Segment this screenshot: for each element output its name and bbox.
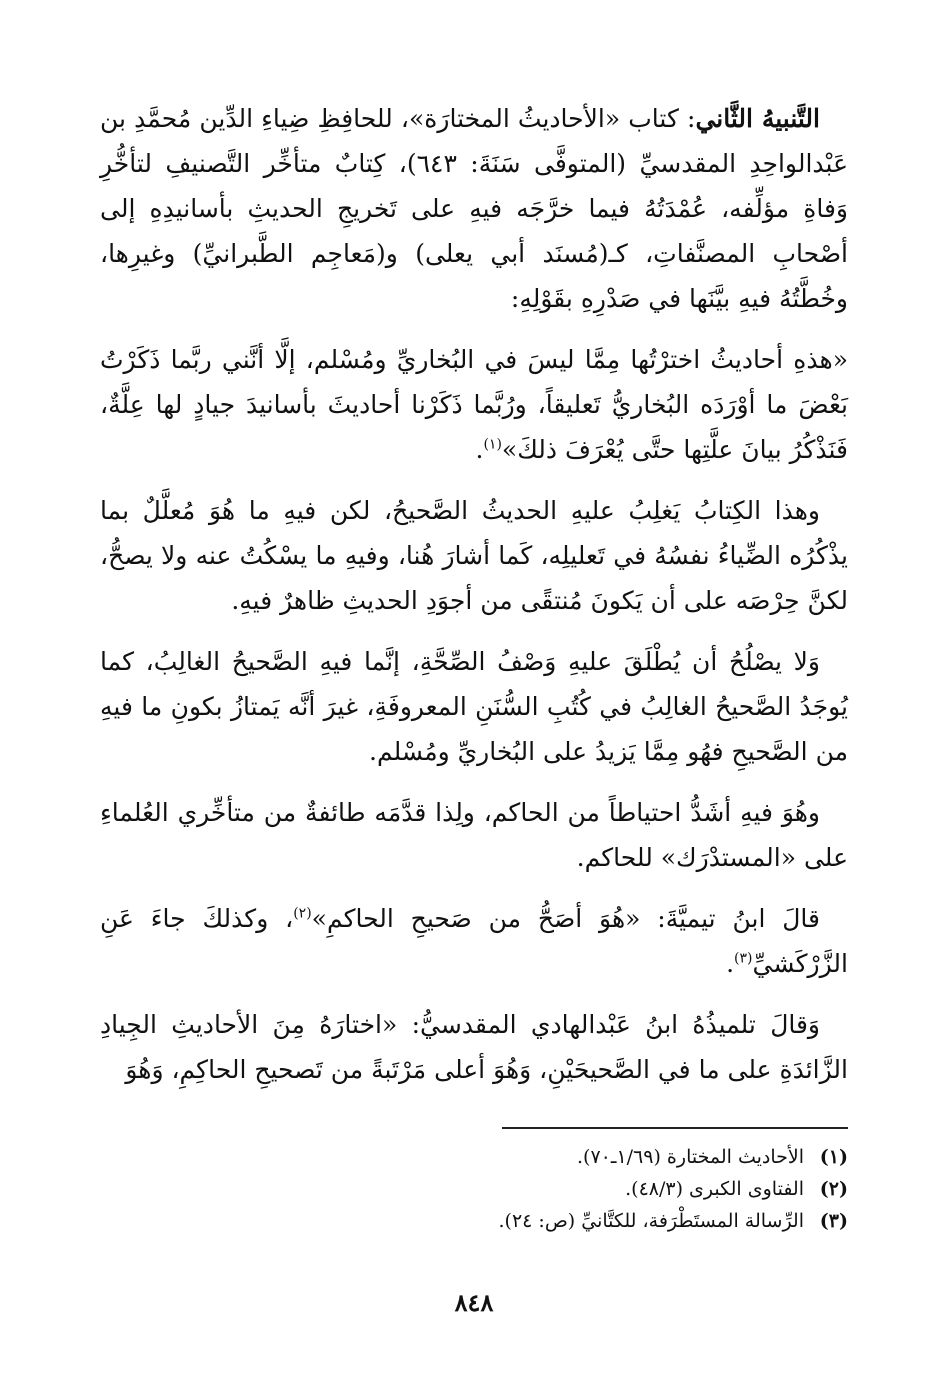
paragraph-end: . bbox=[726, 949, 735, 978]
footnote-item bbox=[100, 1141, 848, 1173]
footnote-item bbox=[100, 1205, 848, 1237]
paragraph-text: وَقالَ تلميذُهُ ابنُ عَبْدالهادي المقدسيُّ: «اختارَهُ مِنَ الأحاديثِ الجِيادِ الزَّائدَةِ على ما في الصَّحيحَيْنِ، وَهُوَ أعلى مَرْتَبةً من تَصحيحِ الحاكِمِ، وَهُوَ bbox=[100, 1010, 848, 1084]
footnote-text: الفتاوى الكبرى (٤٨/٣). bbox=[625, 1178, 804, 1200]
footnotes-list bbox=[100, 1141, 848, 1237]
paragraph-text-mid: ، وكذلكَ جاءَ عَنِ الزَّرْكَشيِّ bbox=[100, 904, 848, 978]
main-text bbox=[100, 96, 848, 1108]
paragraph-ibn-taymiyya bbox=[100, 896, 848, 986]
note-heading: التَّنبيهُ الثَّاني bbox=[695, 104, 820, 133]
paragraph-text: : كتاب «الأحاديثُ المختارَة»، للحافِظِ ضِياءِ الدِّين مُحمَّدِ بن عَبْدالواحِدِ المقدسيِّ (المتوفَّى سَنَةَ: ٦٤٣)، كِتابٌ متأخِّر التَّصنيفِ لتأخُّرِ وَفاةِ مؤلِّفه، عُمْدَتُهُ فيما خرَّجَه فيهِ على تَخريجِ الحديثِ بأسانيدِهِ إلى أصْحابِ المصنَّفاتِ، كـ(مُسنَد أبي يعلى) و(مَعاجِم الطَّبرانيِّ) وغيرِها، وخُطَّتُهُ فيهِ بيَّنَها في صَدْرِهِ بقَوْلِهِ: bbox=[100, 104, 848, 313]
paragraph-second-note bbox=[100, 96, 848, 321]
page-number: ٨٤٨ bbox=[454, 1288, 494, 1317]
paragraph-text: «هذهِ أحاديثُ اخترْتُها مِمَّا ليسَ في البُخاريِّ ومُسْلم، إلَّا أنَّني ربَّما ذَكَرْتُ بَعْضَ ما أوْرَدَه البُخاريُّ تَعليقاً، ورُبَّما ذَكَرْنا أحاديثَ بأسانيدَ جيادٍ لها عِلَّةٌ، فَنَذْكُرُ بيانَ علَّتِها حتَّى يُعْرَفَ ذلكَ» bbox=[100, 345, 849, 464]
paragraph-text: قالَ ابنُ تيميَّةَ: «هُوَ أصَحُّ من صَحيحِ الحاكمِ» bbox=[311, 904, 820, 933]
footnote-number: (١) bbox=[819, 1146, 848, 1168]
paragraph-text: وهذا الكِتابُ يَغلِبُ عليهِ الحديثُ الصَّحيحُ، لكن فيهِ ما هُوَ مُعلَّلٌ بما يذْكُرُه الضِّياءُ نفسُهُ في تَعليلِه، كَما أشارَ هُنا، وفيهِ ما يسْكُتُ عنه ولا يصحُّ، لكنَّ حِرْصَه على أن يَكونَ مُنتقًى من أجوَدِ الحديثِ ظاهرٌ فيهِ. bbox=[100, 496, 848, 615]
footnote-ref-2[interactable]: (٢) bbox=[293, 905, 312, 922]
footnote-separator bbox=[502, 1127, 848, 1129]
paragraph-text: وَلا يصْلُحُ أن يُطْلَقَ عليهِ وَصْفُ الصِّحَّةِ، إنَّما فيهِ الصَّحيحُ الغالِبُ، كما يُوجَدُ الصَّحيحُ الغالِبُ في كُتُبِ السُّنَنِ المعروفَةِ، غيرَ أنَّه يَمتازُ بكونِ ما فيهِ من الصَّحيحِ فهُو مِمَّا يَزيدُ على البُخاريِّ ومُسْلم. bbox=[100, 647, 848, 766]
paragraph-ibn-abdulhadi bbox=[100, 1002, 848, 1092]
paragraph-end: . bbox=[475, 435, 484, 464]
paragraph-authenticity bbox=[100, 639, 848, 774]
footnote-item bbox=[100, 1173, 848, 1205]
paragraph-book-content bbox=[100, 488, 848, 623]
paragraph-text: وهُوَ فيهِ أشَدُّ احتياطاً من الحاكم، ولِذا قدَّمَه طائفةٌ من متأخِّري العُلماءِ على «المستدْرَك» للحاكم. bbox=[100, 798, 848, 872]
footnote-ref-1[interactable]: (١) bbox=[483, 436, 502, 453]
paragraph-caution bbox=[100, 790, 848, 880]
footnote-text: الأحاديث المختارة (١/٦٩ـ٧٠). bbox=[577, 1146, 804, 1168]
paragraph-quote bbox=[100, 337, 848, 472]
footnote-number: (٣) bbox=[819, 1210, 848, 1232]
footnote-ref-3[interactable]: (٣) bbox=[734, 950, 753, 967]
footnote-text: الرِّسالة المستَطْرَفة، للكتَّانيِّ (ص: ٢٤). bbox=[498, 1210, 804, 1232]
footnote-number: (٢) bbox=[819, 1178, 848, 1200]
